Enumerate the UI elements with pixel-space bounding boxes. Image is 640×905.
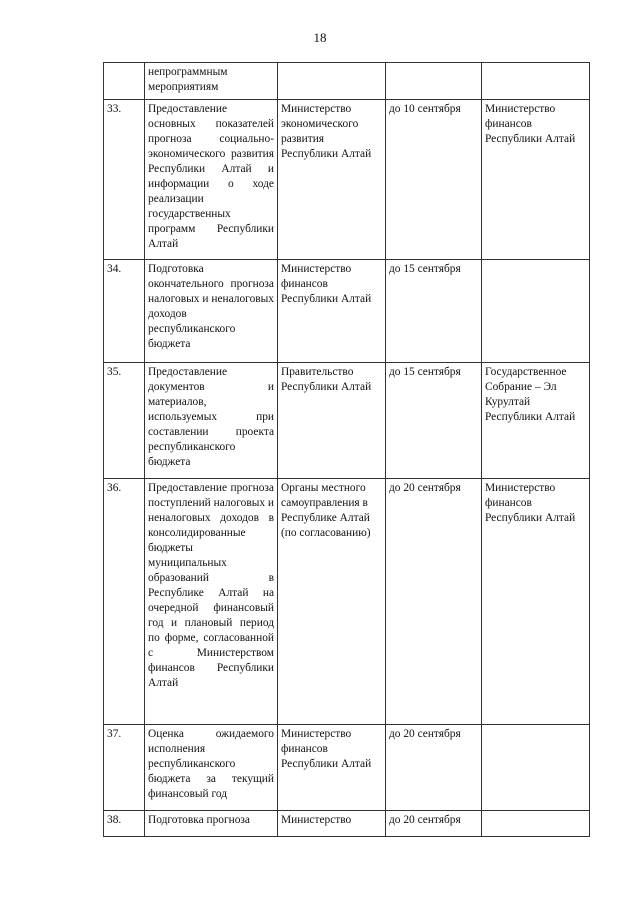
- table-row: [104, 811, 590, 837]
- table-row: [104, 725, 590, 811]
- responsible-cell: Министерство финансов Республики Алтай: [278, 725, 386, 811]
- deadline-cell: до 20 сентября: [386, 811, 482, 837]
- recipient-cell: [482, 811, 590, 837]
- table-row: [104, 363, 590, 479]
- event-cell: Предоставление прогноза поступлений налоговых и неналоговых доходов в консолидированные бюджеты муниципальных образований в Республике Алтай на очередной финансовый год и плановый период по форме, согласованной с Министерством финансов Республики Алтай: [145, 479, 278, 725]
- responsible-cell: Министерство финансов Республики Алтай: [278, 260, 386, 363]
- table-row: [104, 63, 590, 100]
- row-number: 35.: [104, 363, 145, 479]
- recipient-cell: Министерство финансов Республики Алтай: [482, 100, 590, 260]
- responsible-cell: Правительство Республики Алтай: [278, 363, 386, 479]
- recipient-cell: [482, 260, 590, 363]
- row-number: [104, 63, 145, 100]
- row-number: 34.: [104, 260, 145, 363]
- event-cell: Подготовка окончательного прогноза налоговых и неналоговых доходов республиканского бюджета: [145, 260, 278, 363]
- deadline-cell: до 10 сентября: [386, 100, 482, 260]
- recipient-cell: [482, 725, 590, 811]
- page-number: 18: [313, 30, 327, 45]
- responsible-cell: [278, 63, 386, 100]
- row-number: 38.: [104, 811, 145, 837]
- deadline-cell: [386, 63, 482, 100]
- event-cell: Предоставление документов и материалов, используемых при составлении проекта республиканского бюджета: [145, 363, 278, 479]
- table-row: [104, 100, 590, 260]
- responsible-cell: Органы местного самоуправления в Республике Алтай (по согласованию): [278, 479, 386, 725]
- event-cell: Предоставление основных показателей прогноза социально-экономического развития Республики Алтай и информации о ходе реализации государственных программ Республики Алтай: [145, 100, 278, 260]
- event-cell: непрограммным мероприятиям: [145, 63, 278, 100]
- row-number: 36.: [104, 479, 145, 725]
- table-row: [104, 260, 590, 363]
- deadline-cell: до 15 сентября: [386, 363, 482, 479]
- event-cell: Оценка ожидаемого исполнения республиканского бюджета за текущий финансовый год: [145, 725, 278, 811]
- deadline-cell: до 20 сентября: [386, 725, 482, 811]
- deadline-cell: до 15 сентября: [386, 260, 482, 363]
- row-number: 33.: [104, 100, 145, 260]
- responsible-cell: Министерство: [278, 811, 386, 837]
- recipient-cell: Государственное Собрание – Эл Курултай Республики Алтай: [482, 363, 590, 479]
- recipient-cell: [482, 63, 590, 100]
- row-number: 37.: [104, 725, 145, 811]
- responsible-cell: Министерство экономического развития Республики Алтай: [278, 100, 386, 260]
- schedule-table: [103, 62, 590, 837]
- deadline-cell: до 20 сентября: [386, 479, 482, 725]
- event-cell: Подготовка прогноза: [145, 811, 278, 837]
- recipient-cell: Министерство финансов Республики Алтай: [482, 479, 590, 725]
- table-row: [104, 479, 590, 725]
